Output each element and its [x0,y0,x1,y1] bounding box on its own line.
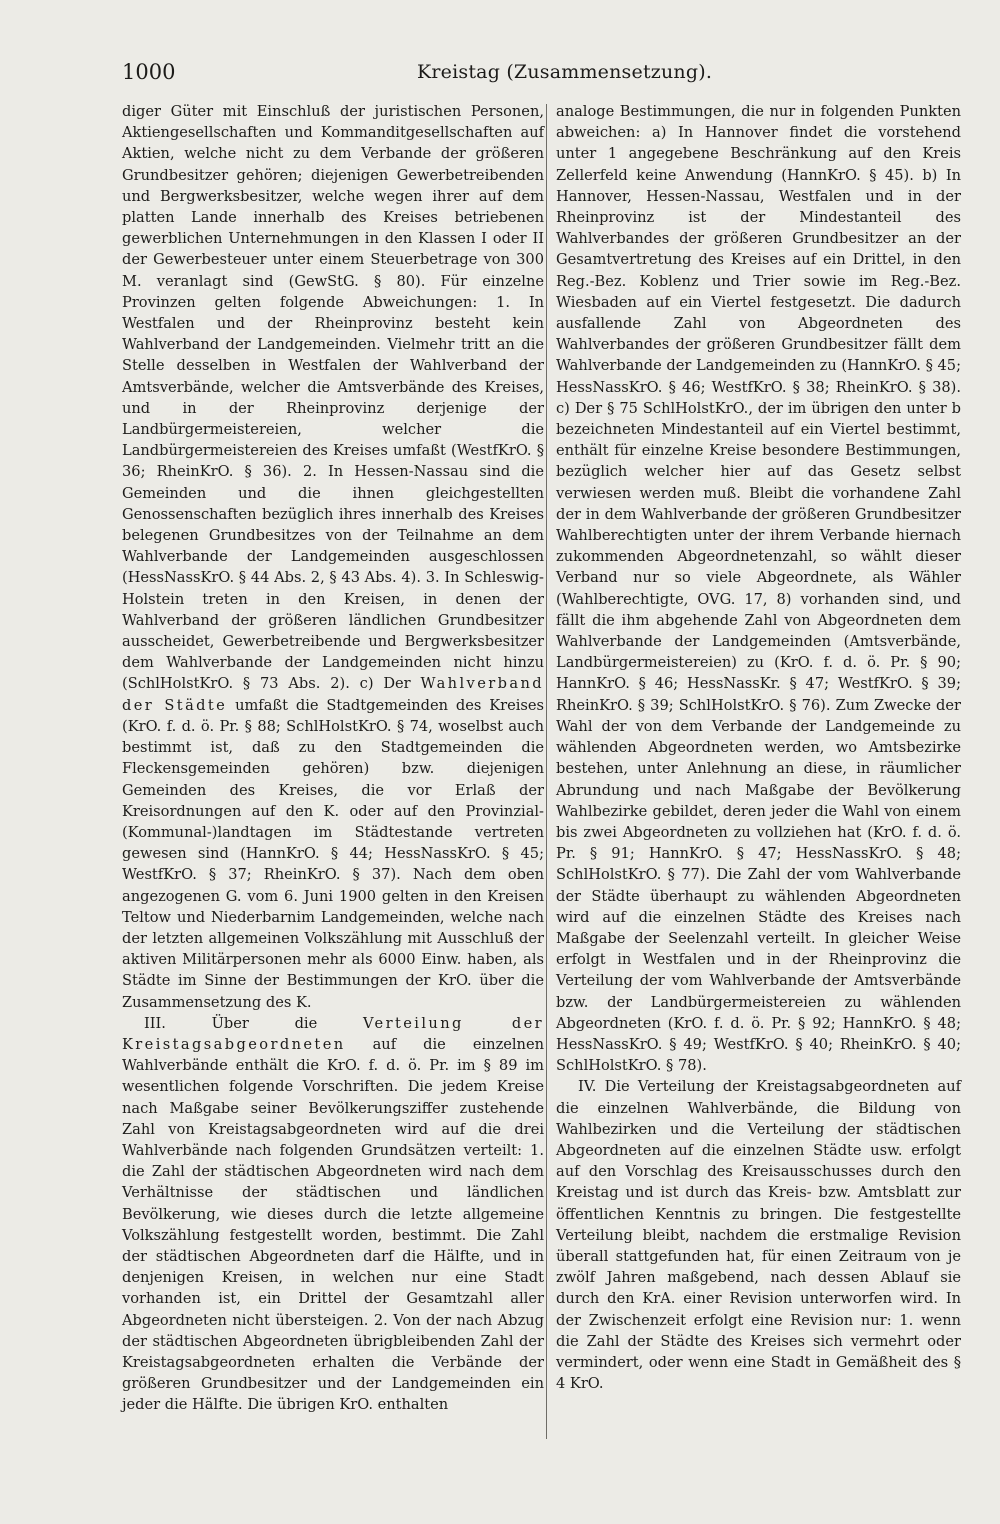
spaced-heading: Verteilung der Kreistagsabgeordneten [122,1014,544,1053]
paragraph: analoge Bestimmungen, die nur in folgenden Punkten abweichen: a) In Hannover findet die vorstehend unter 1 angegebene Beschränkung auf den Kreis Zellerfeld keine Anwendung (HannKrO. § 45). b) In Hannover, Hessen-Nassau, Westfalen und in der Rheinprovinz ist der Mindestanteil des Wahlverbandes der größeren Grundbesitzer an der Gesamtvertretung des Kreises auf ein Drittel, in den Reg.-Bez. Koblenz und Trier sowie im Reg.-Bez. Wiesbaden auf ein Viertel festgesetzt. Die dadurch ausfallende Zahl von Abgeordneten des Wahlverbandes der größeren Grundbesitzer fällt dem Wahlverbande der Landgemeinden zu (HannKrO. § 45; HessNassKrO. § 46; WestfKrO. § 38; RheinKrO. § 38). c) Der § 75 SchlHolstKrO., der im übrigen den unter b bezeichneten Mindestanteil auf ein Viertel bestimmt, enthält für einzelne Kreise besondere Bestimmungen, bezüglich welcher hier auf das Gesetz selbst verwiesen werden muß. Bleibt die vorhandene Zahl der in dem Wahlverbande der größeren Grundbesitzer Wahlberechtigten unter der ihrem Verbande hiernach zukommenden Abgeordnetenzahl, so wählt dieser Verband nur so viele Abgeordnete, als Wähler (Wahlberechtigte, OVG. 17, 8) vorhanden sind, und fällt die ihm abgehende Zahl von Abgeordneten dem Wahlverbande der Landgemeinden (Amtsverbände, Landbürgermeistereien) zu (KrO. f. d. ö. Pr. § 90; HannKrO. § 46; HessNassKr. § 47; WestfKrO. § 39; RheinKrO. § 39; SchlHolstKrO. § 76). Zum Zwecke der Wahl der von dem Verbande der Landgemeinde zu wählenden Abgeordneten werden, wo Amtsbezirke bestehen, unter Anlehnung an diese, in räumlicher Abrundung und nach Maßgabe der Bevölkerung Wahlbezirke gebildet, deren jeder die Wahl von einem bis zwei Abgeordneten zu vollziehen hat (KrO. f. d. ö. Pr. § 91; HannKrO. § 47; HessNassKrO. § 48; SchlHolstKrO. § 77). Die Zahl der vom Wahlverbande der Städte überhaupt zu wählenden Abgeordneten wird auf die einzelnen Städte des Kreises nach Maßgabe der Seelenzahl verteilt. In gleicher Weise erfolgt in Westfalen und in der Rheinprovinz die Verteilung der vom Wahlverbande der Amtsverbände bzw. der Landbürgermeistereien zu wählenden Abgeordneten (KrO. f. d. ö. Pr. § 92; HannKrO. § 48; HessNassKrO. § 49; WestfKrO. § 40; RheinKrO. § 40; SchlHolstKrO. § 78). [556,103,962,1075]
column-divider [546,104,547,1439]
text-run: III. Über die [144,1014,363,1032]
right-column [556,101,961,1394]
spaced-heading: Wahlverband der Städte [122,675,544,714]
text-run: diger Güter mit Einschluß der juristischen Personen, Aktiengesellschaften und Kommanditgesellschaften auf Aktien, welche nicht zu dem Verbande der größeren Grundbesitzer gehören; diejenigen Gewerbetreibenden und Bergwerksbesitzer, welche wegen ihrer auf dem platten Lande innerhalb des Kreises betriebenen gewerblichen Unternehmungen in den Klassen I oder II der Gewerbesteuer unter einem Steuerbetrage von 300 M. veranlagt sind (GewStG. § 80). Für einzelne Provinzen gelten folgende Abweichungen: 1. In Westfalen und der Rheinprovinz besteht kein Wahlverband der Landgemeinden. Vielmehr tritt an die Stelle desselben in Westfalen der Wahlverband der Amtsverbände, welcher die Amtsverbände des Kreises, und in der Rheinprovinz derjenige der Landbürgermeistereien, welcher die Landbürgermeistereien des Kreises umfaßt (WestfKrO. § 36; RheinKrO. § 36). 2. In Hessen-Nassau sind die Gemeinden und die ihnen gleichgestellten Genossenschaften bezüglich ihres innerhalb des Kreises belegenen Grundbesitzes von der Teilnahme an dem Wahlverbande der Landgemeinden ausgeschlossen (HessNassKrO. § 44 Abs. 2, § 43 Abs. 4). 3. In Schleswig-Holstein treten in den Kreisen, in denen der Wahlverband der größeren ländlichen Grundbesitzer ausscheidet, Gewerbetreibende und Bergwerksbesitzer dem Wahlverbande der Landgemeinden nicht hinzu (SchlHolstKrO. § 73 Abs. 2). c) Der [122,103,544,693]
text-run: auf die einzelnen Wahlverbände enthält die KrO. f. d. ö. Pr. im § 89 im wesentlichen folgende Vorschriften. Die jedem Kreise nach Maßgabe seiner Bevölkerungsziffer zustehende Zahl von Kreistagsabgeordneten wird auf die drei Wahlverbände nach folgenden Grundsätzen verteilt: 1. die Zahl der städtischen Abgeordneten wird nach dem Verhältnisse der städtischen und ländlichen Bevölkerung, wie dieses durch die letzte allgemeine Volkszählung festgestellt worden, bestimmt. Die Zahl der städtischen Abgeordneten darf die Hälfte, und in denjenigen Kreisen, in welchen nur eine Stadt vorhanden ist, ein Drittel der Gesamtzahl aller Abgeordneten nicht übersteigen. 2. Von der nach Abzug der städtischen Abgeordneten übrigbleibenden Zahl der Kreistagsabgeordneten erhalten die Verbände der größeren Grundbesitzer und der Landgemeinden ein jeder die Hälfte. Die übrigen KrO. enthalten [122,1035,544,1414]
left-column [122,101,544,1416]
paragraph-iv: IV. Die Verteilung der Kreistagsabgeordneten auf die einzelnen Wahlverbände, die Bildung von Wahlbezirken und die Verteilung der städtischen Abgeordneten auf die einzelnen Städte usw. erfolgt auf den Vorschlag des Kreisausschusses durch den Kreistag und ist durch das Kreis- bzw. Amtsblatt zur öffentlichen Kenntnis zu bringen. Die festgestellte Verteilung bleibt, nachdem die erstmalige Revision überall stattgefunden hat, für einen Zeitraum von je zwölf Jahren maßgebend, nach dessen Ablauf sie durch den KrA. einer Revision unterworfen wird. In der Zwischenzeit erfolgt eine Revision nur: 1. wenn die Zahl der Städte des Kreises sich vermehrt oder vermindert, oder wenn eine Stadt in Gemäßheit des § 4 KrO. [556,1078,961,1393]
page-number: 1000 [122,60,176,84]
paragraph [122,101,544,1013]
text-run: umfaßt die Stadtgemeinden des Kreises (KrO. f. d. ö. Pr. § 88; SchlHolstKrO. § 74, woselbst auch bestimmt ist, daß zu den Stadtgemeinden die Fleckensgemeinden gehören) bzw. diejenigen Gemeinden des Kreises, die vor Erlaß der Kreisordnungen auf den K. oder auf den Provinzial-(Kommunal-)landtagen im Städtestande vertreten gewesen sind (HannKrO. § 44; HessNassKrO. § 45; WestfKrO. § 37; RheinKrO. § 37). Nach dem oben angezogenen G. vom 6. Juni 1900 gelten in den Kreisen Teltow und Niederbarnim Landgemeinden, welche nach der letzten allgemeinen Volkszählung mit Ausschluß der aktiven Militärpersonen mehr als 6000 Einw. haben, als Städte im Sinne der Bestimmungen der KrO. über die Zusammensetzung des K. [122,696,544,1011]
paragraph-iii [122,1013,544,1416]
page-header [122,58,960,88]
running-title: Kreistag (Zusammensetzung). [417,61,713,83]
